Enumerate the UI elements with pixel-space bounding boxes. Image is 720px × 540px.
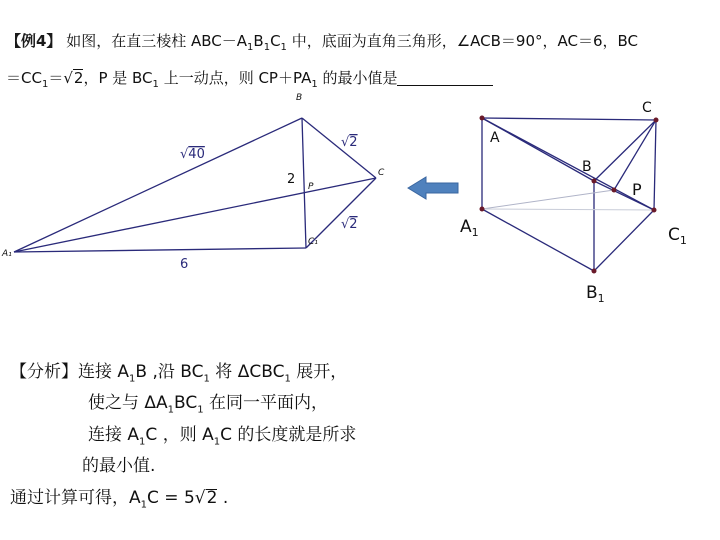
text: C 的长度就是所求: [220, 424, 357, 445]
subscript: 1: [679, 234, 687, 247]
analysis-line-4: 的最小值.: [82, 456, 156, 477]
analysis-line-2: [10, 391, 356, 422]
right-label-b: B: [582, 159, 592, 175]
left-len-sqrt40: √40: [180, 147, 205, 162]
left-len-6: 6: [180, 257, 189, 272]
text: 连接 A: [88, 424, 140, 445]
right-label-c1: [668, 225, 687, 247]
left-label-c1: C₁: [308, 237, 318, 247]
subscript: 1: [203, 373, 210, 385]
edge-a1-b1: [482, 209, 594, 271]
problem-statement: 【例4】 如图，在直三棱柱 $ABC-A_1B_1C_1$ 中，底面为直角三角形，∠ACB＝90°，AC＝6，BC $=CC_1=√2$，P 是 $BC_1$ 上一动点，则 $CP+PA_1$ 的最小值是: [6, 32, 639, 90]
right-label-a1: [460, 217, 479, 239]
edge-b1-c1: [594, 210, 654, 271]
right-label-p: P: [632, 180, 642, 199]
left-label-a1: A₁: [2, 249, 12, 259]
left-label-c: C: [378, 168, 385, 178]
left-label-p: P: [308, 182, 314, 192]
right-label-c: C: [642, 100, 652, 116]
result-mid: C = 5: [147, 488, 195, 508]
sqrt-2: 2: [73, 69, 84, 87]
problem-text-2d: 上一动点，则 CP＋PA: [158, 69, 312, 87]
a1-letter: A: [460, 217, 472, 237]
analysis-tag: 【分析】: [10, 362, 78, 382]
edge-c-c1: [654, 120, 656, 210]
edge-a1-c1-hidden: [482, 209, 654, 210]
example-tag: 【例4】: [6, 32, 62, 50]
segment-b-c: [302, 118, 376, 178]
subscript: 1: [213, 436, 221, 448]
left-label-b: B: [296, 93, 303, 103]
c1-letter: C: [668, 225, 680, 245]
subscript: 1: [247, 42, 254, 53]
subscript: 1: [167, 404, 175, 416]
subscript: 1: [129, 373, 136, 385]
subscript: 1: [41, 79, 49, 90]
subscript: 1: [284, 373, 291, 385]
left-len-sqrt2-top: √2: [341, 135, 358, 150]
segment-b-c1: [302, 118, 306, 248]
segment-a1-c: [14, 178, 376, 252]
text: 使之与 ΔA: [88, 393, 168, 414]
problem-text-1c: C: [270, 32, 281, 50]
problem-text-1d: 中，底面为直角三角形，∠ACB＝90°，AC＝6，BC: [286, 32, 639, 50]
subscript: 1: [471, 226, 479, 239]
result-suffix: .: [217, 488, 229, 508]
result-sqrt: 2: [206, 488, 218, 508]
subscript: 1: [152, 79, 159, 90]
left-arrow-icon: [408, 177, 458, 199]
subscript: 1: [139, 436, 146, 448]
problem-text-2c: ，P 是 BC: [83, 69, 153, 87]
edge-a-c: [482, 118, 656, 120]
answer-blank[interactable]: [397, 69, 493, 86]
left-len-2: 2: [287, 172, 296, 187]
subscript: 1: [597, 292, 605, 305]
text: B ,沿 BC: [135, 362, 204, 382]
right-label-a: A: [490, 130, 500, 146]
right-figure: [482, 118, 656, 271]
problem-text-2a: ＝CC: [6, 69, 42, 87]
problem-text-1b: B: [253, 32, 264, 50]
text: BC: [174, 393, 198, 414]
subscript: 1: [280, 42, 287, 53]
figures: [0, 88, 720, 348]
left-len-sqrt2-bottom: √2: [341, 217, 358, 232]
subscript: 1: [140, 499, 148, 511]
segment-a1-c1: [14, 248, 306, 252]
problem-text-2e: 的最小值是: [317, 69, 398, 87]
analysis: [10, 360, 356, 478]
text: 连接 A: [78, 362, 130, 382]
subscript: 1: [197, 404, 204, 416]
b1-letter: B: [586, 283, 598, 303]
segment-b-c1: [594, 181, 654, 210]
problem-text-1: 如图，在直三棱柱 ABC－A: [66, 32, 248, 50]
sqrt-2-top: 2: [349, 135, 358, 150]
left-figure: [14, 118, 376, 252]
right-label-b1: [586, 283, 605, 305]
analysis-line-3: [10, 423, 356, 454]
problem-text-2b: ＝: [48, 69, 64, 87]
subscript: 1: [263, 42, 271, 53]
text: 在同一平面内，: [203, 393, 329, 414]
text: 展开，: [290, 362, 348, 382]
result-line: 通过计算可得，$A_1C = 5√2$ .: [10, 488, 229, 511]
text: 将 ΔCBC: [209, 362, 285, 382]
analysis-line-1: [10, 360, 356, 391]
text: C ，则 A: [145, 424, 214, 445]
segment-a1-b: [14, 118, 302, 252]
result-prefix: 通过计算可得，A: [10, 488, 141, 508]
sqrt-40: 40: [188, 147, 205, 162]
sqrt-2-bottom: 2: [349, 217, 358, 232]
subscript: 1: [311, 79, 318, 90]
